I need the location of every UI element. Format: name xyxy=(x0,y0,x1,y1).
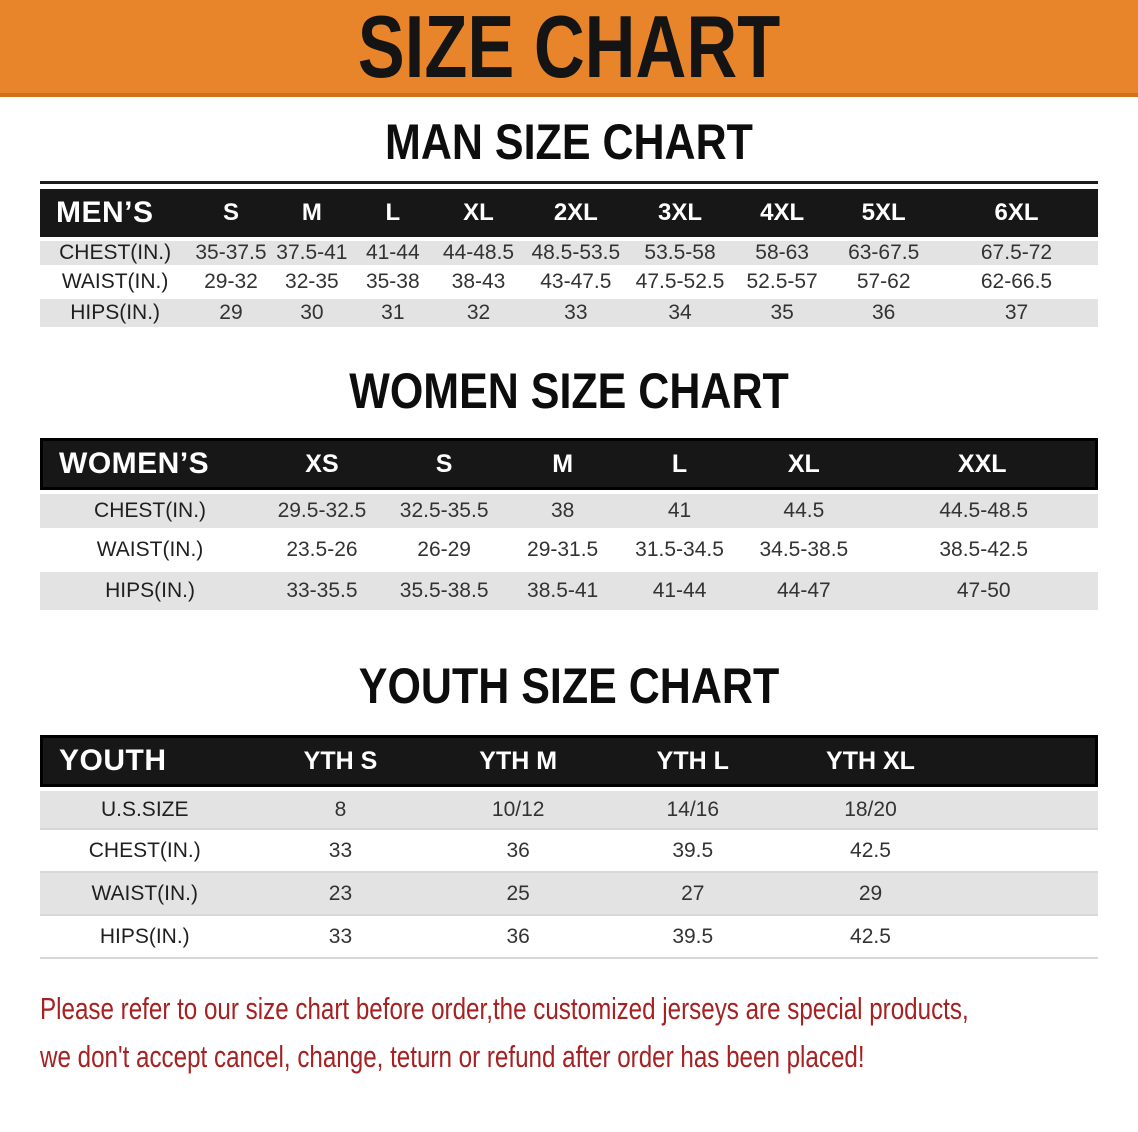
disclaimer-line-1: Please refer to our size chart before order,the customized jerseys are special products, xyxy=(40,991,969,1026)
table-row xyxy=(40,531,1098,572)
size-value: 53.5-58 xyxy=(628,237,732,268)
header-spacer xyxy=(960,735,1098,787)
size-value: 47.5-52.5 xyxy=(628,268,732,299)
row-label: CHEST(IN.) xyxy=(40,490,260,531)
column-header: 6XL xyxy=(935,189,1098,237)
size-value: 32.5-35.5 xyxy=(384,490,505,531)
size-value: 8 xyxy=(249,787,431,830)
table-header-label: WOMEN’S xyxy=(40,438,260,490)
size-value: 23 xyxy=(249,873,431,916)
row-spacer xyxy=(960,830,1098,873)
table-header-row xyxy=(40,735,1098,787)
column-header: 5XL xyxy=(832,189,935,237)
women-size-table xyxy=(40,438,1098,613)
size-value: 29 xyxy=(781,873,961,916)
size-value: 41 xyxy=(621,490,738,531)
row-spacer xyxy=(960,873,1098,916)
size-value: 43-47.5 xyxy=(523,268,628,299)
row-label: HIPS(IN.) xyxy=(40,572,260,613)
column-header: S xyxy=(190,189,271,237)
size-value: 38.5-41 xyxy=(504,572,620,613)
row-label: CHEST(IN.) xyxy=(40,237,190,268)
size-value: 35-38 xyxy=(352,268,433,299)
table-header-row xyxy=(40,189,1098,237)
size-value: 67.5-72 xyxy=(935,237,1098,268)
column-header: 2XL xyxy=(523,189,628,237)
table-header-label: MEN’S xyxy=(40,189,190,237)
column-header: XXL xyxy=(869,438,1098,490)
table-top-rule xyxy=(40,181,1098,184)
disclaimer-line-2: we don't accept cancel, change, teturn or refund after order has been placed! xyxy=(40,1039,865,1075)
size-value: 29-32 xyxy=(190,268,271,299)
size-value: 31 xyxy=(352,299,433,330)
size-value: 35 xyxy=(732,299,833,330)
disclaimer xyxy=(40,985,1138,1081)
size-value: 48.5-53.5 xyxy=(523,237,628,268)
youth-size-table xyxy=(40,735,1098,959)
row-spacer xyxy=(960,916,1098,959)
column-header: XL xyxy=(434,189,524,237)
row-spacer xyxy=(960,787,1098,830)
row-label: WAIST(IN.) xyxy=(40,268,190,299)
size-value: 35-37.5 xyxy=(190,237,271,268)
women-size-section xyxy=(0,363,1138,613)
men-size-table xyxy=(40,189,1098,330)
size-value: 44.5 xyxy=(738,490,869,531)
table-row xyxy=(40,830,1098,873)
section-title-youth: YOUTH SIZE CHART xyxy=(358,658,780,714)
column-header: S xyxy=(384,438,505,490)
size-value: 62-66.5 xyxy=(935,268,1098,299)
size-value: 42.5 xyxy=(781,916,961,959)
size-value: 37.5-41 xyxy=(272,237,352,268)
column-header: M xyxy=(504,438,620,490)
table-row xyxy=(40,299,1098,330)
column-header: YTH L xyxy=(605,735,781,787)
column-header: 3XL xyxy=(628,189,732,237)
size-value: 32-35 xyxy=(272,268,352,299)
column-header: YTH S xyxy=(249,735,431,787)
size-value: 33 xyxy=(523,299,628,330)
size-value: 10/12 xyxy=(431,787,605,830)
column-header: YTH XL xyxy=(781,735,961,787)
column-header: XL xyxy=(738,438,869,490)
size-value: 25 xyxy=(431,873,605,916)
row-label: HIPS(IN.) xyxy=(40,916,249,959)
table-row xyxy=(40,916,1098,959)
row-label: CHEST(IN.) xyxy=(40,830,249,873)
table-row xyxy=(40,237,1098,268)
table-header-row xyxy=(40,438,1098,490)
size-value: 36 xyxy=(431,916,605,959)
size-value: 26-29 xyxy=(384,531,505,572)
row-label: WAIST(IN.) xyxy=(40,873,249,916)
table-row xyxy=(40,572,1098,613)
size-value: 32 xyxy=(434,299,524,330)
size-value: 38.5-42.5 xyxy=(869,531,1098,572)
size-value: 63-67.5 xyxy=(832,237,935,268)
table-header-label: YOUTH xyxy=(40,735,249,787)
size-value: 23.5-26 xyxy=(260,531,384,572)
column-header: L xyxy=(621,438,738,490)
column-header: 4XL xyxy=(732,189,833,237)
size-value: 47-50 xyxy=(869,572,1098,613)
size-value: 37 xyxy=(935,299,1098,330)
size-value: 29-31.5 xyxy=(504,531,620,572)
size-value: 31.5-34.5 xyxy=(621,531,738,572)
column-header: XS xyxy=(260,438,384,490)
size-value: 52.5-57 xyxy=(732,268,833,299)
row-label: U.S.SIZE xyxy=(40,787,249,830)
section-title-man: MAN SIZE CHART xyxy=(385,114,753,170)
size-value: 33 xyxy=(249,830,431,873)
size-value: 39.5 xyxy=(605,830,781,873)
size-value: 38 xyxy=(504,490,620,531)
size-value: 33 xyxy=(249,916,431,959)
column-header: YTH M xyxy=(431,735,605,787)
table-row xyxy=(40,787,1098,830)
size-value: 30 xyxy=(272,299,352,330)
page-title: SIZE CHART xyxy=(357,0,781,96)
size-value: 29.5-32.5 xyxy=(260,490,384,531)
youth-size-section xyxy=(0,658,1138,959)
row-label: HIPS(IN.) xyxy=(40,299,190,330)
row-label: WAIST(IN.) xyxy=(40,531,260,572)
size-value: 33-35.5 xyxy=(260,572,384,613)
size-value: 58-63 xyxy=(732,237,833,268)
size-value: 42.5 xyxy=(781,830,961,873)
size-value: 36 xyxy=(431,830,605,873)
size-value: 14/16 xyxy=(605,787,781,830)
column-header: L xyxy=(352,189,433,237)
table-row xyxy=(40,873,1098,916)
size-value: 34.5-38.5 xyxy=(738,531,869,572)
men-size-section xyxy=(0,114,1138,330)
size-value: 41-44 xyxy=(621,572,738,613)
size-value: 29 xyxy=(190,299,271,330)
size-value: 34 xyxy=(628,299,732,330)
size-value: 44-48.5 xyxy=(434,237,524,268)
size-value: 57-62 xyxy=(832,268,935,299)
size-value: 27 xyxy=(605,873,781,916)
table-row xyxy=(40,490,1098,531)
size-value: 38-43 xyxy=(434,268,524,299)
size-value: 44-47 xyxy=(738,572,869,613)
size-value: 44.5-48.5 xyxy=(869,490,1098,531)
section-title-women: WOMEN SIZE CHART xyxy=(349,363,789,419)
size-value: 36 xyxy=(832,299,935,330)
size-value: 39.5 xyxy=(605,916,781,959)
banner xyxy=(0,0,1138,97)
size-value: 35.5-38.5 xyxy=(384,572,505,613)
size-value: 41-44 xyxy=(352,237,433,268)
size-value: 18/20 xyxy=(781,787,961,830)
table-row xyxy=(40,268,1098,299)
column-header: M xyxy=(272,189,352,237)
